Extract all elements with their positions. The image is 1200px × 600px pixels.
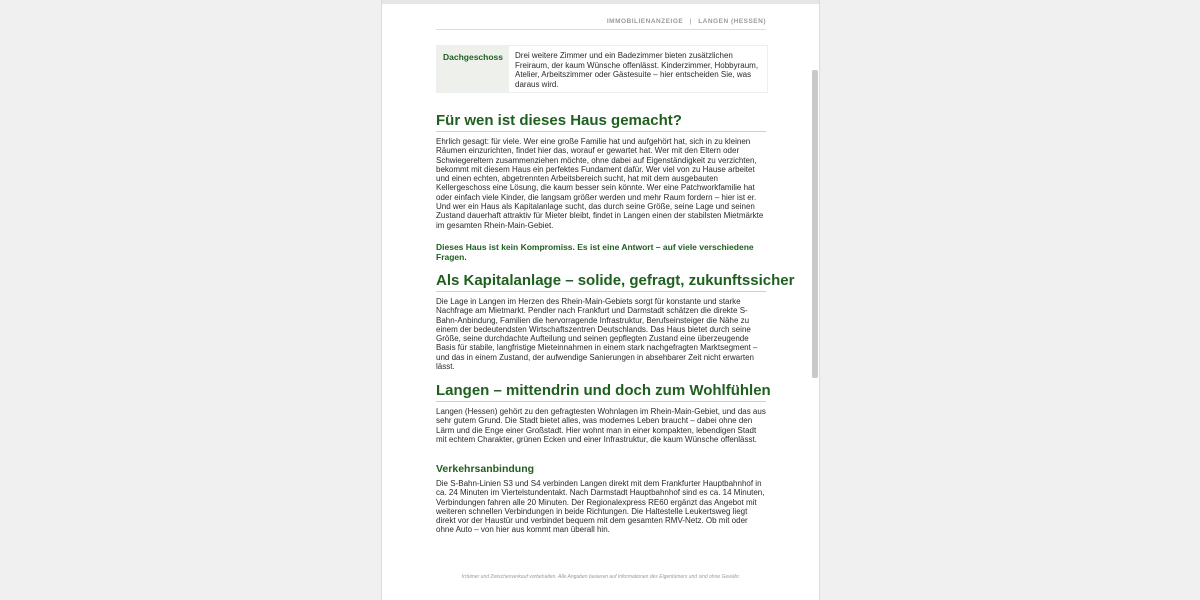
document-page — [381, 0, 820, 600]
section-heading-location: Langen – mittendrin und doch zum Wohlfühlen — [436, 382, 766, 402]
page-top-strip — [382, 0, 819, 4]
transport-heading: Verkehrsanbindung — [436, 463, 535, 475]
section-body-investment: Die Lage in Langen im Herzen des Rhein-Main-Gebiets sorgt für konstante und starke Nachfrage am Mietmarkt. Pendler nach Frankfurt und Darmstadt schätzen die direkte S-Bahn-Anbindung, Familien die hervorragende Infrastruktur, Berufseinsteiger die Nähe zu einem der bedeutendsten Wirtschaftszentren Deutschlands. Das Haus bietet durch seine Größe, seine durchdachte Aufteilung und seinen gepflegten Zustand eine überzeugende Basis für stabile, langfristige Mieteinnahmen in einem stark nachgefragten Marktsegment – und das in einem Zustand, der aufwendige Sanierungen in absehbarer Zeit nicht erwarten lässt. — [436, 297, 758, 372]
section-heading-investment: Als Kapitalanlage – solide, gefragt, zukunftssicher — [436, 272, 766, 292]
section-body-location: Langen (Hessen) gehört zu den gefragtesten Wohnlagen im Rhein-Main-Gebiet, und das aus sehr gutem Grund. Die Stadt bietet alles, was modernes Leben braucht – dabei ohne den Lärm und die Enge einer Großstadt. Hier wohnt man in einer kompakten, lebendigen Stadt mit echtem Charakter, grünen Ecken und einer Infrastruktur, die kaum Wünsche offenlässt. — [436, 407, 766, 444]
header-category: IMMOBILIENANZEIGE — [606, 18, 684, 25]
floor-description: Drei weitere Zimmer und ein Badezimmer bieten zusätzlichen Freiraum, der kaum Wünsche offenlässt. Kinderzimmer, Hobbyraum, Atelier, Arbeitszimmer oder Gästesuite – hier entscheiden Sie, was daraus wird. — [515, 51, 759, 89]
transport-body: Die S-Bahn-Linien S3 und S4 verbinden Langen direkt mit dem Frankfurter Hauptbahnhof in ca. 24 Minuten im Viertelstundentakt. Nach Darmstadt Hauptbahnhof sind es ca. 14 Minuten, Verbindungen fahren alle 20 Minuten. Der Regionalexpress RE60 ergänzt das Angebot mit weiteren schnellen Verbindungen in beide Richtungen. Die Haltestelle Leukertsweg liegt direkt vor der Haustür und verbindet bequem mit dem gesamten RMV-Netz. Ob mit oder ohne Auto – von hier aus kommt man überall hin. — [436, 479, 765, 535]
floor-label: Dachgeschoss — [437, 46, 509, 92]
vertical-scrollbar[interactable] — [812, 70, 818, 378]
disclaimer-footer: Irrtümer und Zwischenverkauf vorbehalten. Alle Angaben basieren auf Informationen des Eigentümers und sind ohne Gewähr. — [461, 574, 741, 580]
page-header — [436, 18, 766, 30]
section-body-audience: Ehrlich gesagt: für viele. Wer eine große Familie hat und aufgehört hat, sich in zu kleinen Räumen einzurichten, findet hier das, worauf er gewartet hat. Wer mit den Eltern oder Schwiegereltern zusammenziehen möchte, ohne dabei auf Eigenständigkeit zu verzichten, bekommt mit diesem Haus ein perfektes Fundament dafür. Wer viel von zu Hause arbeitet und einen echten, abgetrennten Arbeitsbereich sucht, hat mit dem ausgebauten Kellergeschoss eine Lösung, die kaum besser sein könnte. Wer eine Patchworkfamilie hat oder einfach viele Kinder, die langsam größer werden und mehr Raum fordern – hier ist er. Und wer ein Haus als Kapitalanlage sucht, das durch seine Größe, seine Lage und seinen Zustand dauerhaft attraktiv für Mieter bleibt, findet in Langen einen der stabilsten Mietmärkte im gesamten Rhein-Main-Gebiet. — [436, 137, 764, 230]
header-separator: | — [689, 18, 692, 25]
header-location: LANGEN (HESSEN) — [698, 18, 766, 25]
section-emphasis-audience: Dieses Haus ist kein Kompromiss. Es ist eine Antwort – auf viele verschiedene Fragen. — [436, 242, 754, 262]
section-heading-audience: Für wen ist dieses Haus gemacht? — [436, 112, 766, 132]
floor-info-box — [436, 45, 768, 93]
